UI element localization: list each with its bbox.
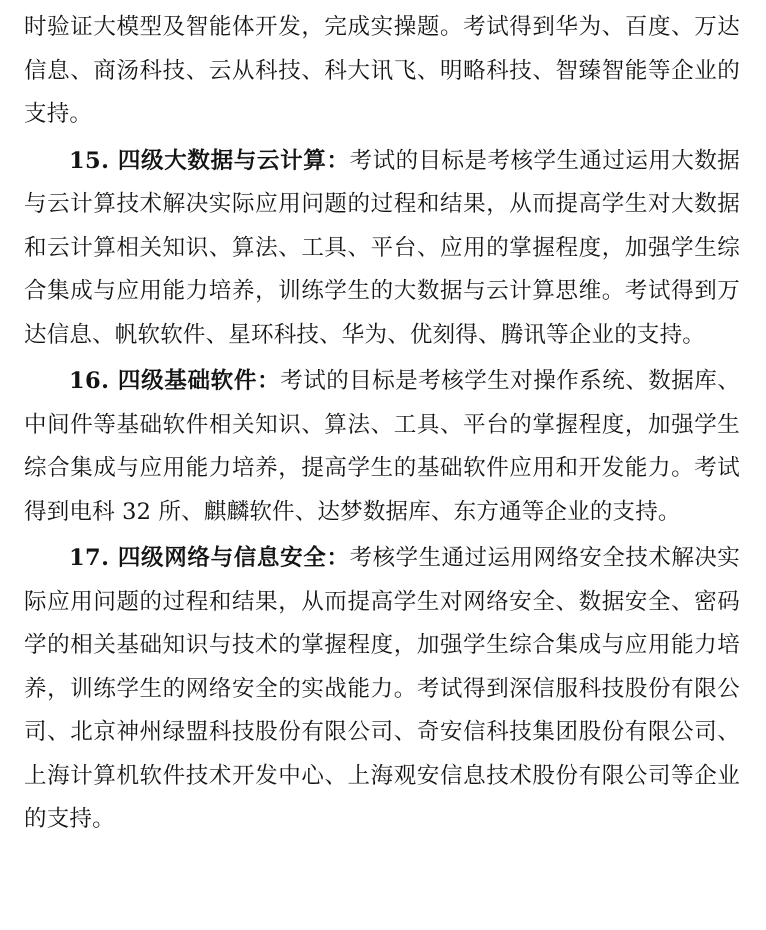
paragraph-item-16: [24, 360, 740, 534]
paragraph-lead-label: 15. 四级大数据与云计算：: [69, 147, 350, 174]
paragraph-text: 考试的目标是考核学生对操作系统、数据库、中间件等基础软件相关知识、算法、工具、平台的掌握程度，加强学生综合集成与应用能力培养，提高学生的基础软件应用和开发能力。考试得到电科 32 所、麒麟软件、达梦数据库、东方通等企业的支持。: [24, 368, 740, 525]
paragraph-lead-label: 16. 四级基础软件：: [69, 368, 281, 394]
paragraph-lead-label: 17. 四级网络与信息安全：: [69, 545, 350, 571]
paragraph-item-15: [24, 140, 740, 358]
paragraph-text: 考试的目标是考核学生通过运用大数据与云计算技术解决实际应用问题的过程和结果，从而提高学生对大数据和云计算相关知识、算法、工具、平台、应用的掌握程度，加强学生综合集成与应用能力培养，训练学生的大数据与云计算思维。考试得到万达信息、帆软软件、星环科技、华为、优刻得、腾讯等企业的支持。: [24, 147, 740, 348]
paragraph-text: 时验证大模型及智能体开发，完成实操题。考试得到华为、百度、万达信息、商汤科技、云从科技、科大讯飞、明略科技、智臻智能等企业的支持。: [24, 14, 740, 127]
paragraph-item-17: [24, 537, 740, 842]
paragraph-continued: [24, 6, 740, 137]
paragraph-text: 考核学生通过运用网络安全技术解决实际应用问题的过程和结果，从而提高学生对网络安全、数据安全、密码学的相关基础知识与技术的掌握程度，加强学生综合集成与应用能力培养，训练学生的网络安全的实战能力。考试得到深信服科技股份有限公司、北京神州绿盟科技股份有限公司、奇安信科技集团股份有限公司、上海计算机软件技术开发中心、上海观安信息技术股份有限公司等企业的支持。: [24, 545, 740, 832]
